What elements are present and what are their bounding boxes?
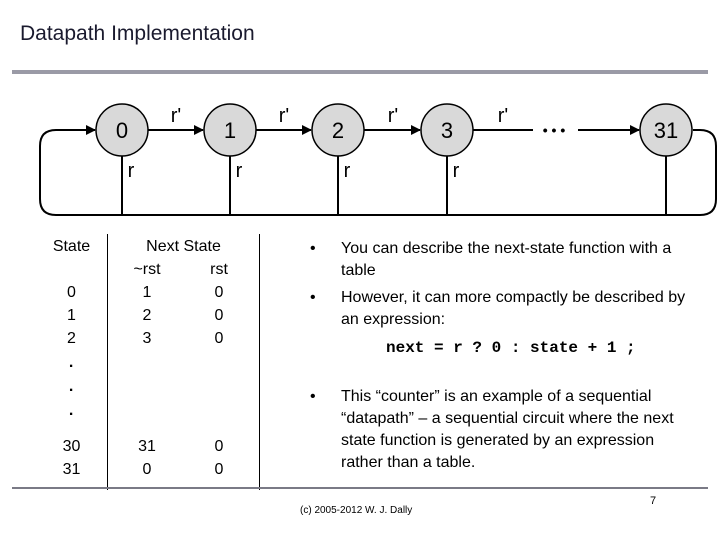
next-state-table [36,234,260,490]
ellipsis-dot: · [68,382,75,399]
row-state: 30 [62,438,81,455]
row-next-norst: 2 [142,307,152,324]
state-diagram [0,0,720,230]
bullet-marker: • [310,289,316,306]
next-state-expression: next = r ? 0 : state + 1 ; [386,339,636,357]
header-state: State [52,238,91,255]
slide-title: Datapath Implementation [20,22,255,45]
state-label-31: 31 [653,118,679,143]
state-label-3: 3 [440,118,454,143]
reset-label-r: r [127,160,135,182]
table-divider [107,234,108,490]
bullet-text: You can describe the next-state function with a table [341,240,672,279]
header-next-state: Next State [146,238,221,255]
bullet-text: This “counter” is an example of a sequential “datapath” – a sequential circuit where the next state function is generated by an expression rather than a table. [341,388,674,471]
subheader-norst: ~rst [133,261,161,278]
row-state: 1 [67,307,76,324]
row-next-rst: 0 [214,461,224,478]
reset-label-r: r [235,160,243,182]
row-next-rst: 0 [214,307,224,324]
bullet-text: However, it can more compactly be described by an expression: [341,289,686,328]
row-state: 0 [67,284,76,301]
edge-label-r-prime: r' [278,105,290,127]
edge-label-r-prime: r' [387,105,399,127]
row-next-rst: 0 [214,438,224,455]
footer-divider [12,487,708,489]
row-next-norst: 31 [138,438,156,455]
row-state: 31 [62,461,81,478]
row-next-rst: 0 [214,284,224,301]
ellipsis-dot: · [68,358,75,375]
table-divider [259,234,260,490]
ellipsis-dot: · [68,406,75,423]
row-next-norst: 3 [142,330,152,347]
subheader-rst: rst [210,261,228,278]
state-label-1: 1 [223,118,237,143]
reset-label-r: r [343,160,351,182]
row-state: 2 [67,330,76,347]
row-next-rst: 0 [214,330,224,347]
page-number: 7 [650,495,657,507]
bullet-marker: • [310,388,316,405]
state-label-0: 0 [115,118,129,143]
row-next-norst: 1 [142,284,152,301]
edge-label-r-prime: r' [170,105,182,127]
row-next-norst: 0 [142,461,152,478]
edge-label-r-prime: r' [497,105,509,127]
ellipsis-states: • • • [542,122,566,138]
reset-label-r: r [452,160,460,182]
state-label-2: 2 [331,118,345,143]
copyright-footer: (c) 2005-2012 W. J. Dally [300,505,413,516]
bullet-marker: • [310,240,316,257]
